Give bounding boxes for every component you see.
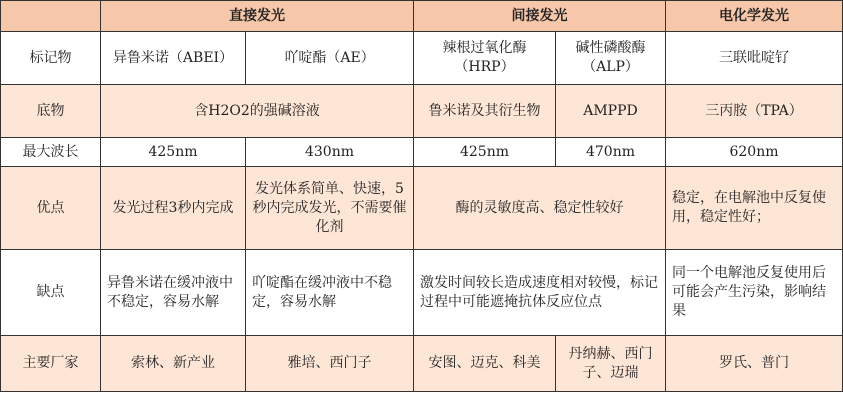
- cell-marker-ecl: 三联吡啶钌: [666, 32, 843, 85]
- cell-wavelength-ae: 430nm: [246, 138, 414, 167]
- cell-substrate-ecl: 三丙胺（TPA）: [666, 85, 843, 138]
- cell-advantages-ecl: 稳定，在电解池中反复使用，稳定性好；: [666, 167, 843, 250]
- row-substrate: [1, 85, 843, 138]
- cell-makers-abei: 索林、新产业: [101, 336, 246, 392]
- header-corner: [1, 1, 101, 32]
- cell-makers-ecl: 罗氏、普门: [666, 336, 843, 392]
- row-marker: [1, 32, 843, 85]
- cell-disadvantages-ae: 吖啶酯在缓冲液中不稳定，容易水解: [246, 250, 414, 336]
- row-label-makers: 主要厂家: [1, 336, 101, 392]
- row-label-substrate: 底物: [1, 85, 101, 138]
- cell-substrate-hrp: 鲁米诺及其衍生物: [414, 85, 556, 138]
- cell-substrate-direct: 含H2O2的强碱溶液: [101, 85, 414, 138]
- cell-makers-hrp: 安图、迈克、科美: [414, 336, 556, 392]
- cell-disadvantages-abei: 异鲁米诺在缓冲液中不稳定，容易水解: [101, 250, 246, 336]
- cell-marker-abei: 异鲁米诺（ABEI）: [101, 32, 246, 85]
- cell-wavelength-abei: 425nm: [101, 138, 246, 167]
- header-electro: 电化学发光: [666, 1, 843, 32]
- cell-wavelength-alp: 470nm: [556, 138, 666, 167]
- cell-disadvantages-ecl: 同一个电解池反复使用后可能会产生污染，影响结果: [666, 250, 843, 336]
- cell-advantages-indirect: 酶的灵敏度高、稳定性较好: [414, 167, 666, 250]
- row-makers: [1, 336, 843, 392]
- row-wavelength: [1, 138, 843, 167]
- cell-advantages-ae: 发光体系简单、快速，5秒内完成发光，不需要催化剂: [246, 167, 414, 250]
- row-label-marker: 标记物: [1, 32, 101, 85]
- header-row: [1, 1, 843, 32]
- cell-wavelength-hrp: 425nm: [414, 138, 556, 167]
- header-direct: 直接发光: [101, 1, 414, 32]
- cell-wavelength-ecl: 620nm: [666, 138, 843, 167]
- cell-marker-hrp: 辣根过氧化酶（HRP）: [414, 32, 556, 85]
- row-label-advantages: 优点: [1, 167, 101, 250]
- cell-substrate-alp: AMPPD: [556, 85, 666, 138]
- header-indirect: 间接发光: [414, 1, 666, 32]
- cell-advantages-abei: 发光过程3秒内完成: [101, 167, 246, 250]
- row-label-wavelength: 最大波长: [1, 138, 101, 167]
- cell-disadvantages-indirect: 激发时间较长造成速度相对较慢，标记过程中可能遮掩抗体反应位点: [414, 250, 666, 336]
- cell-makers-alp: 丹纳赫、西门子、迈瑞: [556, 336, 666, 392]
- row-label-disadvantages: 缺点: [1, 250, 101, 336]
- cell-marker-alp: 碱性磷酸酶（ALP）: [556, 32, 666, 85]
- row-advantages: [1, 167, 843, 250]
- cell-marker-ae: 吖啶酯（AE）: [246, 32, 414, 85]
- row-disadvantages: [1, 250, 843, 336]
- cell-makers-ae: 雅培、西门子: [246, 336, 414, 392]
